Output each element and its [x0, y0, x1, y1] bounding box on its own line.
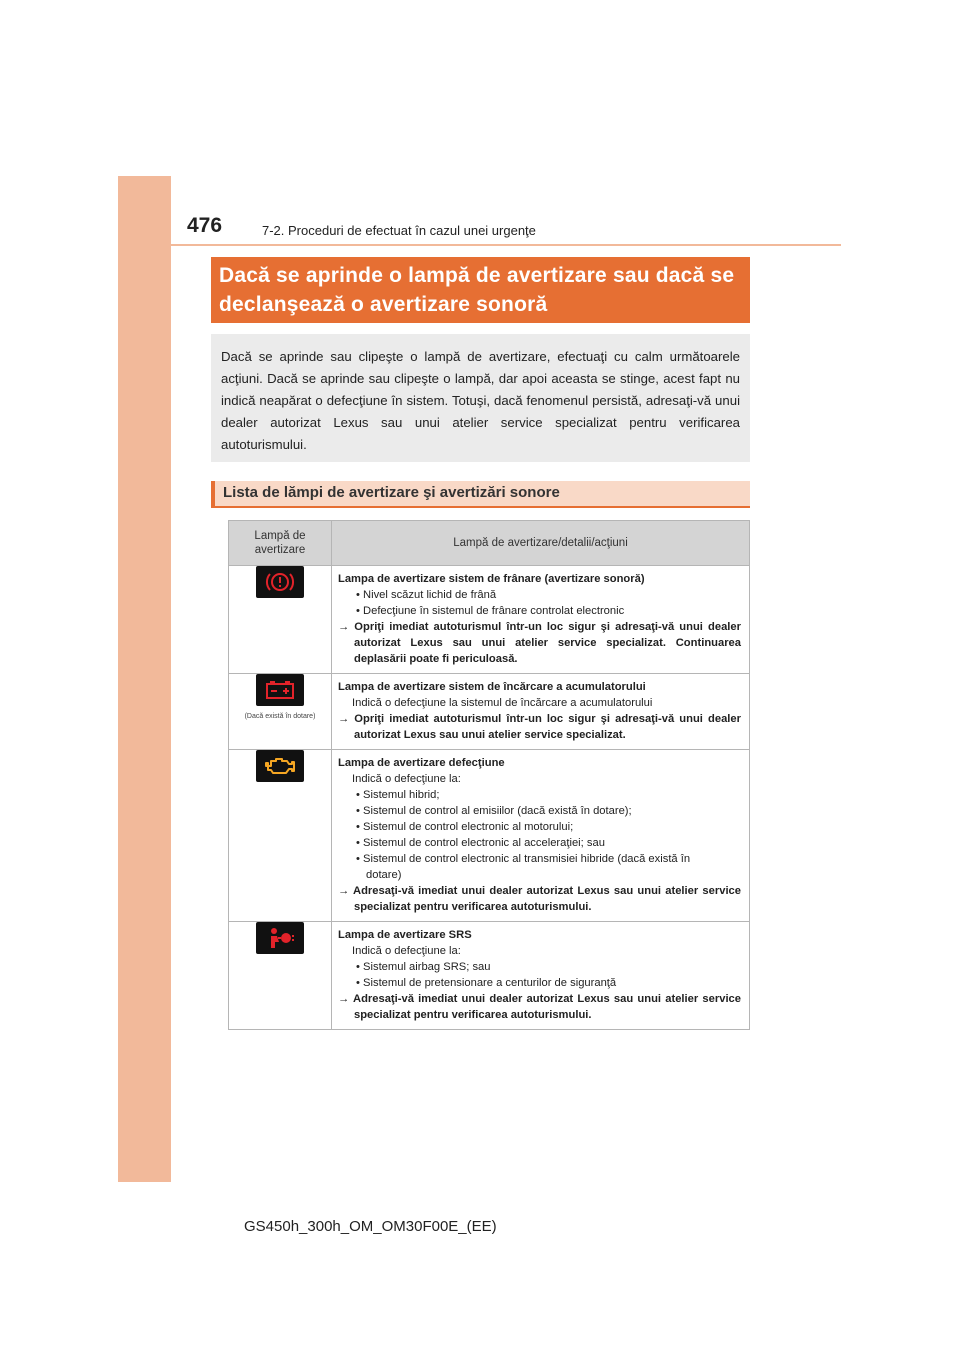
row-title: Lampa de avertizare defecţiune	[338, 757, 505, 769]
icon-cell	[229, 922, 332, 1030]
row-title: Lampa de avertizare sistem de frânare (avertizare sonoră)	[338, 573, 645, 585]
document-code: GS450h_300h_OM_OM30F00E_(EE)	[244, 1218, 497, 1235]
brake-warning-icon	[256, 566, 304, 598]
bullet-item-continued: dotare)	[366, 869, 402, 881]
warning-lamp-table	[228, 520, 750, 1030]
table-row	[229, 750, 750, 922]
bullet-item: • Sistemul de control al emisiilor (dacă există în dotare);	[356, 805, 632, 817]
action-text: → Adresaţi-vă imediat unui dealer autorizat Lexus sau unui atelier service specializat pentru verificarea autoturismului.	[338, 885, 741, 913]
icon-note: (Dacă există în dotare)	[244, 713, 316, 720]
subheading: Lista de lămpi de avertizare şi avertizări sonore	[211, 481, 750, 508]
col-header-lamp-line2: avertizare	[254, 544, 306, 556]
table-row	[229, 922, 750, 1030]
section-title: 7-2. Proceduri de efectuat în cazul unei urgenţe	[262, 223, 536, 238]
description-cell	[332, 674, 750, 750]
row-title: Lampa de avertizare sistem de încărcare a acumulatorului	[338, 681, 646, 693]
icon-cell	[229, 750, 332, 922]
srs-airbag-icon	[256, 922, 304, 954]
action-text: → Adresaţi-vă imediat unui dealer autorizat Lexus sau unui atelier service specializat pentru verificarea autoturismului.	[338, 993, 741, 1021]
bullet-item: • Sistemul hibrid;	[356, 789, 440, 801]
table-row	[229, 566, 750, 674]
row-detail: Indică o defecţiune la:	[352, 945, 461, 957]
action-text: → Opriţi imediat autoturismul într-un loc sigur şi adresaţi-vă unui dealer autorizat Lexus sau unui atelier service specializat. Continuarea deplasării poate fi periculoasă.	[338, 621, 741, 665]
bullet-item: • Defecţiune în sistemul de frânare controlat electronic	[356, 605, 625, 617]
description-cell	[332, 922, 750, 1030]
header-rule	[171, 244, 841, 246]
intro-box	[211, 334, 750, 462]
col-header-lamp-line1: Lampă de	[254, 530, 306, 542]
engine-check-icon	[256, 750, 304, 782]
page-number: 476	[187, 214, 223, 237]
row-title: Lampa de avertizare SRS	[338, 929, 472, 941]
side-tab-band	[118, 176, 171, 1182]
action-text: → Opriţi imediat autoturismul într-un loc sigur şi adresaţi-vă unui dealer autorizat Lexus sau unui atelier service specializat.	[338, 713, 741, 741]
main-heading-line2: declanşează o avertizare sonoră	[219, 293, 548, 316]
description-cell	[332, 566, 750, 674]
intro-text: Dacă se aprinde sau clipeşte o lampă de avertizare, efectuaţi cu calm următoarele acţiuni. Dacă se aprinde sau clipeşte o lampă, dar apoi aceasta se stinge, acest fapt nu indică neapărat o defecţiune în sistem. Totuşi, dacă fenomenul persistă, adresaţi-vă unui dealer autorizat Lexus sau unui atelier service specializat pentru verificarea autoturismului.	[221, 349, 740, 452]
row-detail: Indică o defecţiune la sistemul de încărcare a acumulatorului	[352, 697, 653, 709]
table-header-row	[229, 521, 750, 566]
icon-cell	[229, 674, 332, 750]
battery-icon	[256, 674, 304, 706]
main-heading-line1: Dacă se aprinde o lampă de avertizare sau dacă se	[219, 264, 735, 287]
icon-cell	[229, 566, 332, 674]
table-row	[229, 674, 750, 750]
bullet-item: • Sistemul de control electronic al transmisiei hibride (dacă există în	[356, 853, 691, 865]
bullet-item: • Sistemul airbag SRS; sau	[356, 961, 491, 973]
main-heading	[211, 257, 750, 323]
description-cell	[332, 750, 750, 922]
bullet-item: • Sistemul de pretensionare a centurilor de siguranţă	[356, 977, 617, 989]
col-header-details: Lampă de avertizare/detalii/acţiuni	[332, 521, 750, 566]
bullet-item: • Sistemul de control electronic al motorului;	[356, 821, 574, 833]
col-header-lamp	[229, 521, 332, 566]
bullet-item: • Sistemul de control electronic al acceleraţiei; sau	[356, 837, 605, 849]
row-detail: Indică o defecţiune la:	[352, 773, 461, 785]
bullet-item: • Nivel scăzut lichid de frână	[356, 589, 497, 601]
